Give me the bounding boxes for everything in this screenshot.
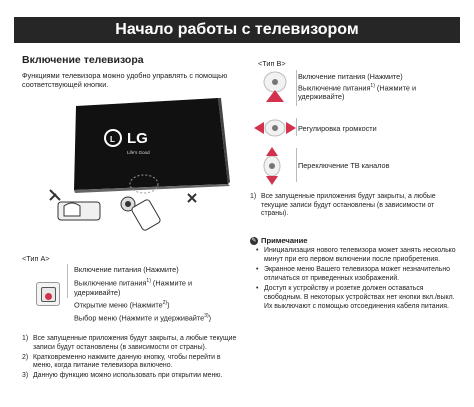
volume-button-icon[interactable] xyxy=(252,118,298,138)
list-item: • Инициализация нового телевизора может занять несколько минут при его первом включении после приобретения. xyxy=(256,247,456,263)
list-item: Открытие меню (Нажмите$^{2)}$) xyxy=(74,300,170,310)
list-item: Выбор меню (Нажмите и удерживайте$^{3)}$) xyxy=(74,313,212,323)
list-item: • Доступ к устройству и розетке должен оставаться свободным. В некоторых устройствах нет кнопки вкл./выкл. Их выключают с помощью отсоединения кабеля питания. xyxy=(256,285,455,310)
type-b-volume: Регулировка громкости xyxy=(298,124,377,133)
intro-text: Функциями телевизора можно удобно управлять с помощью соответствующей кнопки. xyxy=(22,71,228,89)
list-item: Включение питания (Нажмите) xyxy=(74,265,179,274)
footnote: 1) Все запущенные приложения будут закрыты, а любые текущие записи будут остановлены (в зависимости от страны). xyxy=(22,335,237,351)
channel-button-icon[interactable] xyxy=(262,146,282,186)
type-a-label: <Тип A> xyxy=(22,254,50,263)
note-heading: ✎ Примечание xyxy=(251,236,308,245)
footnotes-left xyxy=(22,335,240,382)
power-joystick-button[interactable] xyxy=(36,282,60,306)
type-a-actions xyxy=(74,265,234,325)
type-b-power-on: Включение питания (Нажмите) xyxy=(298,72,403,81)
footnote: 2) Кратковременно нажмите данную кнопку, чтобы перейти в меню, когда питание телевизора включено. xyxy=(22,353,221,370)
page-title: Начало работы с телевизором xyxy=(14,17,460,43)
svg-text:L: L xyxy=(110,135,115,144)
button-detail-illustration xyxy=(40,180,220,240)
type-b-label: <Тип B> xyxy=(258,59,286,68)
note-bullets xyxy=(256,247,462,313)
power-icon xyxy=(45,293,52,300)
tv-slogan: Life's Good xyxy=(127,150,150,155)
section-title: Включение телевизора xyxy=(22,54,144,66)
note-icon: ✎ xyxy=(251,237,257,244)
type-b-channel: Переключение ТВ каналов xyxy=(298,161,390,170)
footnote: 3) Данную функцию можно использовать при открытии меню. xyxy=(22,372,223,380)
type-b-power-off: Выключение питания$^{1)}$ (Нажмите и удерживайте) xyxy=(298,83,417,102)
footnote-right: 1) Все запущенные приложения будут закрыты, а любые текущие записи будут остановлены (в зависимости от страны). xyxy=(250,193,436,218)
list-item: • Экранное меню Вашего телевизора может незначительно отличаться от приведенных изображений. xyxy=(256,266,450,282)
power-button-icon[interactable] xyxy=(258,70,292,108)
tv-brand: LG xyxy=(127,130,148,147)
list-item: Выключение питания$^{1)}$ (Нажмите и удерживайте) xyxy=(74,277,193,297)
